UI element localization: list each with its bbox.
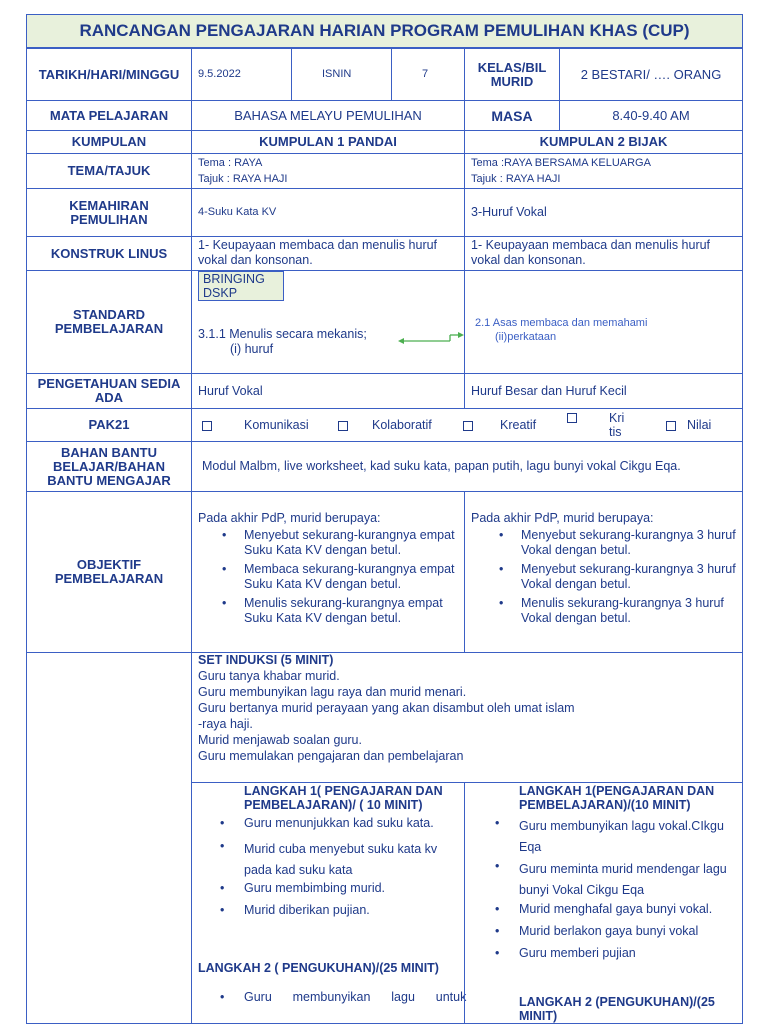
pengetahuan-label-text: PENGETAHUAN SEDIA ADA <box>37 376 181 405</box>
kumpulan-label-text: KUMPULAN <box>71 134 147 149</box>
title-bar <box>26 14 743 48</box>
bahan-label-text: BAHAN BANTU BELAJAR/BAHAN BANTU MENGAJAR <box>47 444 171 488</box>
konstruk-label <box>26 236 192 271</box>
bahan-cell <box>191 441 743 492</box>
subject-cell <box>191 100 465 131</box>
checkbox-kolaboratif[interactable] <box>338 421 348 431</box>
langkah2-g2-heading: LANGKAH 2 (PENGUKUHAN)/(25 MINIT) <box>519 995 715 1023</box>
tema-label <box>26 153 192 189</box>
kelas-label <box>464 48 560 101</box>
objektif-g2-list <box>471 528 736 626</box>
kelas-cell <box>559 48 743 101</box>
langkah1-g2-bullet: • <box>495 816 500 830</box>
objektif-g2-cell <box>464 491 743 653</box>
tema-g1-cell <box>191 153 465 189</box>
group1-name: KUMPULAN 1 PANDAI <box>259 134 397 149</box>
kelas-value: 2 BESTARI/ …. ORANG <box>580 66 722 82</box>
langkah1-g1-item: Murid cuba menyebut suku kata kv pada kad suku kata <box>244 842 438 877</box>
list-item: • Membaca sekurang-kurangnya empat Suku Kata KV dengan betul. <box>222 562 455 591</box>
objektif-g1-intro: Pada akhir PdP, murid berupaya: <box>198 511 381 525</box>
langkah1-g1-heading: LANGKAH 1( PENGAJARAN DAN PEMBELAJARAN)/ ( 10 MINIT) <box>244 784 443 812</box>
langkah1-g2-bullet: • <box>495 946 500 960</box>
pengetahuan-g1-cell <box>191 373 465 409</box>
tema-label-text: TEMA/TAJUK <box>67 163 151 178</box>
pak21-label-text: PAK21 <box>88 417 130 432</box>
objektif-g1-list <box>198 528 458 626</box>
standard-g2-line1: 2.1 Asas membaca dan memahami <box>475 317 648 329</box>
konstruk-g2: 1- Keupayaan membaca dan menulis huruf vokal dan konsonan. <box>471 238 711 267</box>
checkbox-kreatif[interactable] <box>463 421 473 431</box>
langkah1-g1-bullet: • <box>220 839 225 853</box>
pengetahuan-label <box>26 373 192 409</box>
group2-header <box>464 130 743 154</box>
kemahiran-g2: 3-Huruf Vokal <box>471 205 547 219</box>
langkah1-g2-bullet: • <box>495 902 500 916</box>
kumpulan-label <box>26 130 192 154</box>
standard-g2-line2: (ii)perkataan <box>495 331 557 343</box>
kemahiran-label-text: KEMAHIRAN PEMULIHAN <box>69 197 149 227</box>
konstruk-label-text: KONSTRUK LINUS <box>50 245 168 261</box>
dskp-badge <box>198 271 284 301</box>
kemahiran-g1: 4-Suku Kata KV <box>198 206 277 218</box>
induksi-line: Guru membunyikan lagu raya dan murid menari. <box>198 685 467 699</box>
konstruk-g1-cell <box>191 236 465 271</box>
masa-label <box>464 100 560 131</box>
induksi-line: Guru tanya khabar murid. <box>198 669 340 683</box>
page-title: RANCANGAN PENGAJARAN HARIAN PROGRAM PEMULIHAN KHAS (CUP) <box>79 21 690 40</box>
standard-g1-cell <box>191 270 465 374</box>
subject-value: BAHASA MELAYU PEMULIHAN <box>234 107 422 123</box>
induksi-line: Guru memulakan pengajaran dan pembelajaran <box>198 749 464 763</box>
kemahiran-g1-cell <box>191 188 465 237</box>
konstruk-g2-cell <box>464 236 743 271</box>
langkah1-g2-item: Murid berlakon gaya bunyi vokal <box>519 924 699 938</box>
tarikh-label <box>26 48 192 101</box>
tajuk-g2: Tajuk : RAYA HAJI <box>471 173 561 185</box>
konstruk-g1: 1- Keupayaan membaca dan menulis huruf vokal dan konsonan. <box>198 238 438 267</box>
day-value: ISNIN <box>322 68 352 80</box>
list-item: • Menyebut sekurang-kurangnya 3 huruf Vokal dengan betul. <box>499 528 736 557</box>
bahan-text: Modul Malbm, live worksheet, kad suku kata, papan putih, lagu bunyi vokal Cikgu Eqa. <box>202 459 681 473</box>
bahan-label <box>26 441 192 492</box>
dskp-badge-text: BRINGING DSKP <box>203 272 265 300</box>
mata-pelajaran-label <box>26 100 192 131</box>
tajuk-g1: Tajuk : RAYA HAJI <box>198 173 288 185</box>
langkah1-g1-bullet: • <box>220 816 225 830</box>
day-cell <box>291 48 392 101</box>
langkah1-g2-item: Guru memberi pujian <box>519 946 636 960</box>
masa-cell <box>559 100 743 131</box>
objektif-label-text: OBJEKTIF PEMBELAJARAN <box>54 557 164 586</box>
week-cell <box>391 48 465 101</box>
list-item: • Menyebut sekurang-kurangnya empat Suku Kata KV dengan betul. <box>222 528 455 557</box>
pak21-label <box>26 408 192 442</box>
objektif-g1-cell <box>191 491 465 653</box>
set-induksi-heading: SET INDUKSI (5 MINIT) <box>198 653 334 667</box>
langkah1-g2-item: Guru membunyikan lagu vokal.CIkgu Eqa <box>519 819 724 854</box>
tema-g2: Tema :RAYA BERSAMA KELUARGA <box>471 157 651 169</box>
kelas-label-text: KELAS/BIL MURID <box>477 59 547 89</box>
langkah2-g1-item: Guru membunyikan lagu untuk <box>244 990 467 1004</box>
pak21-komunikasi: Komunikasi <box>244 418 309 432</box>
langkah1-g1-item: Murid diberikan pujian. <box>244 903 370 917</box>
set-induksi-cell <box>191 652 743 783</box>
activity-left-cell <box>26 652 192 1024</box>
langkah1-g2-heading: LANGKAH 1(PENGAJARAN DAN PEMBELAJARAN)/(10 MINIT) <box>519 784 715 812</box>
checkbox-nilai[interactable] <box>666 421 676 431</box>
langkah-g2-cell <box>464 782 743 1024</box>
standard-label <box>26 270 192 374</box>
checkbox-komunikasi[interactable] <box>202 421 212 431</box>
induksi-line: Guru bertanya murid perayaan yang akan disambut oleh umat islam <box>198 701 575 715</box>
langkah2-g1-bullet: • <box>220 990 225 1004</box>
langkah-g1-cell <box>191 782 465 1024</box>
masa-value: 8.40-9.40 AM <box>612 107 690 123</box>
kemahiran-label <box>26 188 192 237</box>
langkah1-g2-bullet: • <box>495 859 500 873</box>
pak21-kritis: Kri tis <box>609 411 625 439</box>
pengetahuan-g1: Huruf Vokal <box>198 383 263 398</box>
group1-header <box>191 130 465 154</box>
langkah1-g2-item: Guru meminta murid mendengar lagu bunyi Vokal Cikgu Eqa <box>519 862 727 897</box>
langkah1-g1-item: Guru membimbing murid. <box>244 881 386 895</box>
langkah2-g1-heading: LANGKAH 2 ( PENGUKUHAN)/(25 MINIT) <box>198 961 439 975</box>
induksi-line: Murid menjawab soalan guru. <box>198 733 362 747</box>
langkah1-g2-item: Murid menghafal gaya bunyi vokal. <box>519 902 713 916</box>
induksi-line: -raya haji. <box>198 717 253 731</box>
kemahiran-g2-cell <box>464 188 743 237</box>
mata-pelajaran-text: MATA PELAJARAN <box>49 107 169 123</box>
standard-label-text: STANDARD PEMBELAJARAN <box>54 307 164 336</box>
date-cell <box>191 48 292 101</box>
pengetahuan-g2: Huruf Besar dan Huruf Kecil <box>471 383 627 398</box>
langkah1-g2-bullet: • <box>495 924 500 938</box>
standard-g1-line2: (i) huruf <box>230 342 274 356</box>
pak21-nilai: Nilai <box>687 418 712 432</box>
arrow-icon <box>398 331 464 347</box>
standard-g1-line1: 3.1.1 Menulis secara mekanis; <box>198 327 367 341</box>
group2-name: KUMPULAN 2 BIJAK <box>539 134 668 149</box>
list-item: • Menulis sekurang-kurangnya empat Suku Kata KV dengan betul. <box>222 596 443 625</box>
langkah1-g1-bullet: • <box>220 903 225 917</box>
objektif-g2-intro: Pada akhir PdP, murid berupaya: <box>471 511 654 525</box>
objektif-label <box>26 491 192 653</box>
masa-label-text: MASA <box>491 107 533 124</box>
pak21-kolaboratif: Kolaboratif <box>372 418 432 432</box>
pak21-cell <box>191 408 743 442</box>
pengetahuan-g2-cell <box>464 373 743 409</box>
tema-g1: Tema : RAYA <box>198 157 263 169</box>
list-item: • Menulis sekurang-kurangnya 3 huruf Vokal dengan betul. <box>499 596 724 625</box>
langkah1-g1-bullet: • <box>220 881 225 895</box>
langkah1-g1-item: Guru menunjukkan kad suku kata. <box>244 816 434 830</box>
tema-g2-cell <box>464 153 743 189</box>
date-value: 9.5.2022 <box>198 68 241 80</box>
checkbox-kritis[interactable] <box>567 413 577 423</box>
pak21-kreatif: Kreatif <box>500 418 537 432</box>
list-item: • Menyebut sekurang-kurangnya 3 huruf Vokal dengan betul. <box>499 562 736 591</box>
standard-g2-cell <box>464 270 743 374</box>
week-value: 7 <box>422 68 429 80</box>
tarikh-label-text: TARIKH/HARI/MINGGU <box>38 66 180 82</box>
